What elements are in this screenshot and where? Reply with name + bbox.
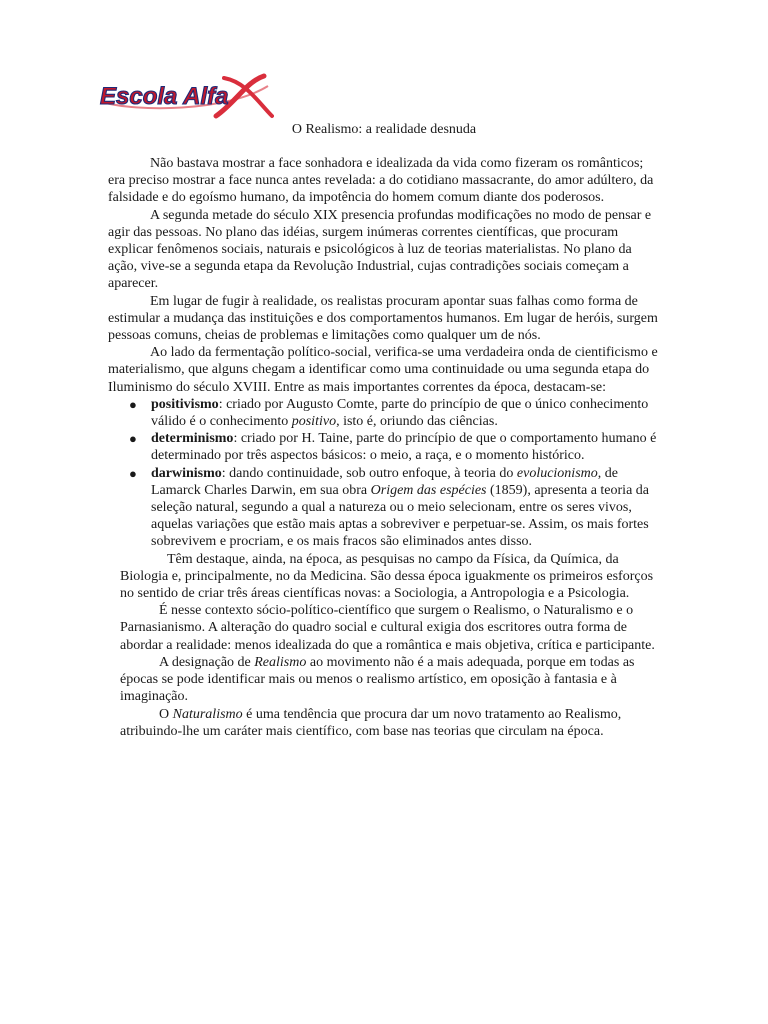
- bullet-icon: ●: [129, 396, 137, 412]
- list-item-positivismo: [129, 396, 658, 430]
- document-title: O Realismo: a realidade desnuda: [291, 122, 477, 137]
- paragraph-text: O: [159, 706, 173, 722]
- logo-text: Escola Alfa: [100, 83, 229, 110]
- definition-text: , de Lamarck Charles Darwin, em sua obra: [151, 465, 618, 498]
- term-positivismo: positivismo: [151, 396, 219, 412]
- list-item-darwinismo: [129, 465, 658, 551]
- emphasis-text: Origem das espécies: [370, 482, 487, 498]
- closing-section: [108, 551, 658, 740]
- school-logo: [96, 72, 274, 120]
- emphasis-text: Realismo: [254, 654, 307, 670]
- paragraph-4: Ao lado da fermentação político-social, verifica-se uma verdadeira onda de cientificismo e materialismo, que alguns chegam a identificar como uma continuidade ou uma segunda etapa do Iluminismo do século XVIII. Entre as mais importantes correntes da época, destacam-se:: [108, 345, 658, 395]
- paragraph-2: A segunda metade do século XIX presencia profundas modificações no modo de pensar e agir das pessoas. No plano das idéias, surgem inúmeras correntes científicas, que procuram explicar fenômenos sociais, naturais e psicológicos à luz de teorias materialistas. No plano da ação, vive-se a segunda etapa da Revolução Industrial, cujas contradições sociais começam a aparecer.: [108, 207, 652, 292]
- term-darwinismo: darwinismo: [151, 465, 222, 481]
- paragraph-3: Em lugar de fugir à realidade, os realistas procuram apontar suas falhas como forma de estimular a mudança das instituições e dos comportamentos humanos. Em lugar de heróis, surgem pessoas comuns, cheias de problemas e limitações como qualquer um de nós.: [108, 293, 658, 344]
- bullet-icon: ●: [129, 465, 137, 481]
- definition-text: : dando continuidade, sob outro enfoque, à teoria do: [221, 465, 517, 481]
- paragraph-1: Não bastava mostrar a face sonhadora e idealizada da vida como fizeram os românticos; era preciso mostrar a face nunca antes revelada: a do cotidiano massacrante, do amor adúltero, da falsidade e do egoísmo humano, da impotência do homem comum diante dos poderosos.: [108, 156, 654, 206]
- list-item-determinismo: [129, 430, 658, 464]
- paragraph-7: [120, 654, 658, 706]
- definition-text: : criado por H. Taine, parte do princípio de que o comportamento humano é determinado por três aspectos básicos: o meio, a raça, e o momento histórico.: [151, 431, 657, 464]
- paragraph-text: A designação de: [159, 654, 255, 670]
- definition-text: , isto é, oriundo das ciências.: [336, 414, 498, 430]
- trends-list: [108, 396, 658, 551]
- emphasis-text: Naturalismo: [172, 706, 243, 722]
- paragraph-5: Têm destaque, ainda, na época, as pesquisas no campo da Física, da Química, da Biologia e, principalmente, no da Medicina. São dessa época iguakmente os primeiros esforços no sentido de criar três áreas científicas novas: a Sociologia, a Antropologia e a Psicologia.: [120, 551, 654, 602]
- definition-text: (1859), apresenta a teoria da seleção natural, segundo a qual a natureza ou o meio selecionam, entre os seres vivos, aquelas variações que estão mais aptas a sobreviver e perpetuar-se. Assim, os mais fortes sobrevivem e procriam, e os mais fracos são eliminados antes disso.: [151, 482, 649, 550]
- paragraph-text: é uma tendência que procura dar um novo tratamento ao Realismo, atribuindo-lhe um caráter mais científico, com base nas teorias que circulam na época.: [120, 706, 622, 739]
- emphasis-text: positivo: [291, 414, 337, 430]
- definition-text: : criado por Augusto Comte, parte do princípio de que o único conhecimento válido é o conhecimento: [151, 396, 649, 430]
- paragraph-6: É nesse contexto sócio-político-científico que surgem o Realismo, o Naturalismo e o Parnasianismo. A alteração do quadro social e cultural exigia dos escritores outra forma de abordar a realidade: menos idealizada do que a romântica e mais objetiva, crítica e participante.: [120, 603, 655, 653]
- document-body: [108, 155, 658, 740]
- term-determinismo: determinismo: [151, 431, 234, 447]
- paragraph-8: [120, 706, 658, 740]
- bullet-icon: ●: [129, 431, 137, 447]
- paragraph-text: ao movimento não é a mais adequada, porque em todas as épocas se pode identificar mais ou menos o realismo artístico, em oposição à fantasia e à imaginação.: [120, 654, 635, 705]
- emphasis-text: evolucionismo: [516, 465, 598, 481]
